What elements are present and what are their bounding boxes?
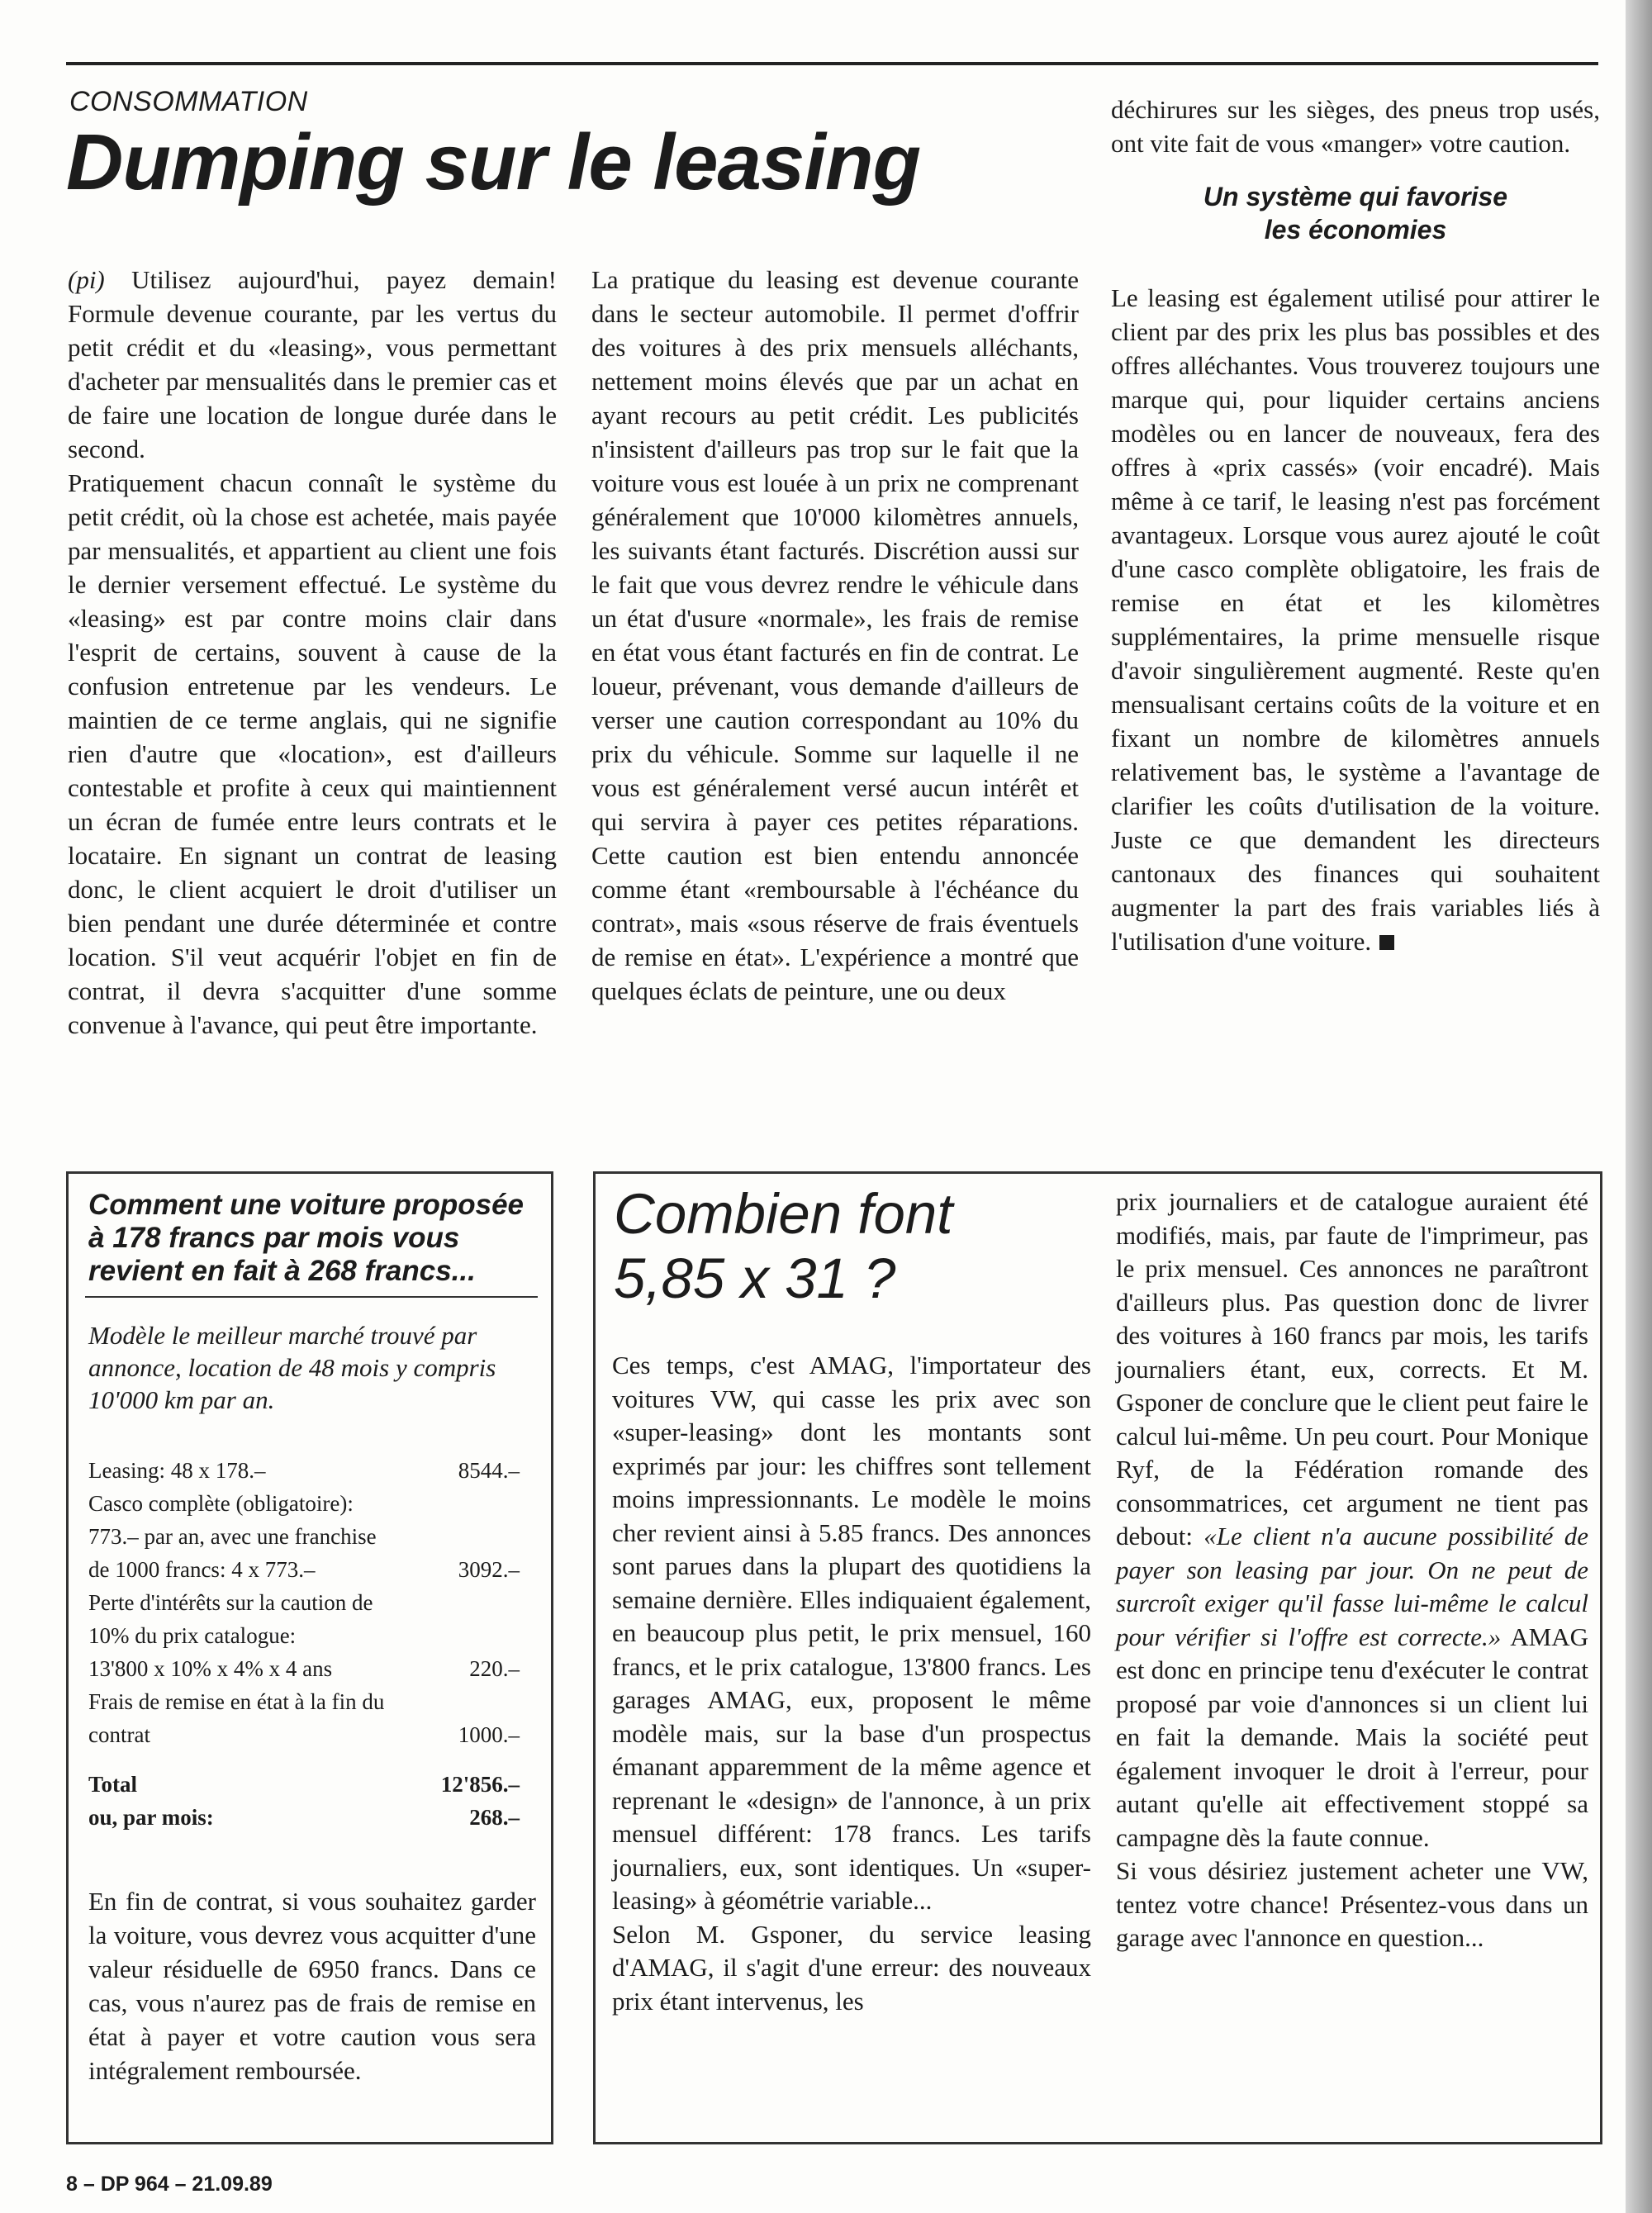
cost-label: de 1000 francs: 4 x 773.– [88,1557,316,1582]
cost-label: Frais de remise en état à la fin du [88,1689,385,1714]
subheading-line: les économies [1264,215,1447,245]
cost-value: 8544.– [458,1458,520,1483]
author-initials: (pi) [68,265,105,294]
quote: «Le client n'a aucune possibilité de payer son leasing par jour. On ne peut de surcroît exiger qu'il fasse lui-même le calcul pour vérifier si l'offre est correcte.» [1116,1522,1588,1651]
box-column-2 [1116,1185,1588,1955]
paragraph-text: Utilisez aujourd'hui, payez demain! Formule devenue courante, par les vertus du petit crédit et du «leasing», vous permettant d'acheter par mensualités dans le premier cas et de faire une location de longue durée dans le second. [68,265,557,463]
article-column-2 [591,263,1079,1008]
box-title: Comment une voiture proposée à 178 francs par mois vous revient en fait à 268 francs... [88,1189,525,1287]
box-paragraph: Si vous désiriez justement acheter une VW, tentez votre chance! Présentez-vous dans un garage avec l'annonce en question... [1116,1856,1588,1952]
total-label: Total [88,1772,138,1797]
cost-row [88,1488,520,1521]
box-paragraph: Selon M. Gsponer, du service leasing d'AMAG, il s'agit d'une erreur: des nouveaux prix étant intervenus, les [612,1919,1091,2016]
article-subheading [1111,180,1600,246]
article-column-1 [68,263,557,1042]
article-column-3 [1111,93,1600,958]
cost-row [88,1686,520,1719]
cost-row [88,1554,520,1587]
article-headline: Dumping sur le leasing [66,118,921,207]
cost-calculation-table [88,1455,520,1835]
monthly-row [88,1802,520,1835]
cost-row [88,1587,520,1620]
subheading-line: Un système qui favorise [1203,182,1508,211]
article-paragraph: déchirures sur les sièges, des pneus trop usés, ont vite fait de vous «manger» votre caution. [1111,95,1600,158]
cost-row [88,1620,520,1653]
box-column-1 [612,1349,1091,2018]
cost-row [88,1521,520,1554]
cost-value: 3092.– [458,1557,520,1582]
cost-row [88,1653,520,1686]
top-rule [66,62,1598,65]
cost-label: contrat [88,1722,150,1747]
article-paragraph: La pratique du leasing est devenue courante dans le secteur automobile. Il permet d'offrir des voitures à des prix mensuels alléchants, nettement moins élevés que par un achat en ayant recours au petit crédit. Les publicités n'insistent d'ailleurs pas trop sur le fait que la voiture vous est louée à un prix ne comprenant généralement que 10'000 kilomètres annuels, les suivants étant facturés. Discrétion aussi sur le fait que vous devrez rendre le véhicule dans un état d'usure «normale», les frais de remise en état vous étant facturés en fin de contrat. Le loueur, prévenant, vous demande d'ailleurs de verser une caution correspondant au 10% du prix du véhicule. Somme sur laquelle il ne vous est généralement versé aucun intérêt et qui servira à payer ces petites réparations. Cette caution est bien entendu annoncée comme étant «remboursable à l'échéance du contrat», mais «sous réserve de frais éventuels de remise en état». L'expérience a montré que quelques éclats de peinture, une ou deux [591,265,1079,1005]
box-note: En fin de contrat, si vous souhaitez garder la voiture, vous devrez vous acquitter d'une valeur résiduelle de 6950 francs. Dans ce cas, vous n'aurez pas de frais de remise en état à payer et votre caution vous sera intégralement remboursée. [88,1887,536,2085]
binding-spine [1626,0,1652,2213]
article-paragraph [68,263,557,466]
title-line: 5,85 x 31 ? [614,1247,896,1310]
cost-label: Casco complète (obligatoire): [88,1491,354,1516]
cost-label: 10% du prix catalogue: [88,1623,297,1648]
article-paragraph [1111,281,1600,958]
total-value: 12'856.– [440,1772,520,1797]
box-divider [85,1296,538,1298]
title-line: Combien font [614,1182,953,1246]
page-footer: 8 – DP 964 – 21.09.89 [66,2173,273,2196]
sidebar-box-amag [593,1171,1602,2144]
sidebar-box-cost-breakdown [66,1171,553,2144]
paragraph-text: AMAG est donc en principe tenu d'exécuter le contrat proposé par voie d'annonces si un client lui en fait la demande. Mais la société peut également invoquer le droit à l'erreur, pour autant qu'elle ait effectivement stoppé sa campagne dès la faute connue. [1116,1622,1588,1852]
monthly-label: ou, par mois: [88,1805,214,1830]
box-intro: Modèle le meilleur marché trouvé par annonce, location de 48 mois y compris 10'000 km par an. [88,1321,496,1414]
total-row [88,1769,520,1802]
box-paragraph [1116,1185,1588,1854]
article-paragraph: Pratiquement chacun connaît le système du petit crédit, où la chose est achetée, mais payée par mensualités, et appartient au client une fois le dernier versement effectué. Le système du «leasing» est par contre moins clair dans l'esprit de certains, souvent à cause de la confusion entretenue par les vendeurs. Le maintien de ce terme anglais, qui ne signifie rien d'autre que «location», est d'ailleurs contestable et profite à ceux qui maintiennent un écran de fumée entre leurs contrats et le locataire. En signant un contrat de leasing donc, le client acquiert le droit d'utiliser un bien pendant une durée déterminée et contre location. S'il veut acquérir l'objet en fin de contrat, il devra s'acquitter d'une somme convenue à l'avance, qui peut être importante. [68,468,557,1039]
cost-label: Leasing: 48 x 178.– [88,1458,266,1483]
box-paragraph: Ces temps, c'est AMAG, l'importateur des voitures VW, qui casse les prix avec son «super-leasing» dont les montants sont exprimés par jour: les chiffres sont tellement moins impressionnants. Le modèle le moins cher revient ainsi à 5.85 francs. Des annonces sont parues dans la plupart des quotidiens la semaine dernière. Elles indiquaient également, en beaucoup plus petit, le prix mensuel, 160 francs, et le prix catalogue, 13'800 francs. Les garages AMAG, eux, proposent le même modèle mais, sur la base d'un prospectus émanant apparemment de la même agence et reprenant le «design» de l'annonce, à un prix mensuel différent: 178 francs. Les tarifs journaliers, eux, sont identiques. Un «super-leasing» à géométrie variable... [612,1351,1091,1915]
cost-row [88,1455,520,1488]
paragraph-text: prix journaliers et de catalogue auraient été modifiés, mais, par faute de l'imprimeur, pas le prix mensuel. Ces annonces ne paraîtront d'ailleurs plus. Pas question donc de livrer des voitures à 160 francs par mois, les tarifs journaliers étant, eux, corrects. Et M. Gsponer de conclure que le client peut faire le calcul lui-même. Un peu court. Pour Monique Ryf, de la Fédération romande des consommatrices, cet argument ne tient pas debout: [1116,1187,1588,1551]
paragraph-text: Le leasing est également utilisé pour attirer le client par des prix les plus bas possibles et des offres alléchantes. Vous trouverez toujours une marque qui, pour liquider certains anciens modèles ou en lancer de nouveaux, fera des offres à «prix cassés» (voir encadré). Mais même à ce tarif, le leasing n'est pas forcément avantageux. Lorsque vous aurez ajouté le coût d'une casco complète obligatoire, les frais de remise en état et les kilomètres supplémentaires, la prime mensuelle risque d'avoir singulièrement augmenté. Reste qu'en mensualisant certains coûts de la voiture et en fixant un nombre de kilomètres annuels relativement bas, le système a l'avantage de clarifier les coûts d'utilisation de la voiture. Juste ce que demandent les directeurs cantonaux des finances qui souhaitent augmenter la part des frais variables liés à l'utilisation d'une voiture. [1111,283,1600,956]
cost-label: 773.– par an, avec une franchise [88,1524,377,1549]
cost-label: Perte d'intérêts sur la caution de [88,1590,373,1615]
cost-row [88,1719,520,1752]
section-rubric: CONSOMMATION [69,86,308,117]
cost-label: 13'800 x 10% x 4% x 4 ans [88,1656,333,1681]
box-title [614,1182,952,1311]
monthly-value: 268.– [469,1805,520,1830]
cost-value: 220.– [469,1656,520,1681]
cost-value: 1000.– [458,1722,520,1747]
end-of-article-mark [1379,935,1394,950]
